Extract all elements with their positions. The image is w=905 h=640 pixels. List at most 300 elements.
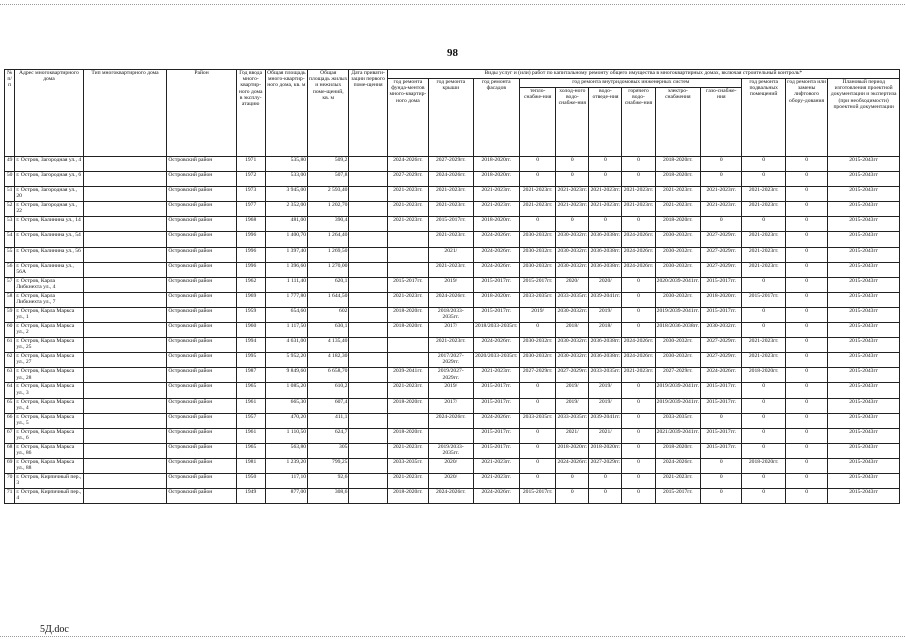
year-built-cell: 1994 bbox=[236, 338, 265, 353]
header-residential-area: Общая площадь жилых и нежилых поме-щений, кв. м bbox=[308, 70, 349, 157]
facade-year-cell: 2015-2017гг. bbox=[473, 383, 520, 398]
roof-year-cell: 2021-2023гг. bbox=[429, 262, 473, 277]
row-number: 64 bbox=[5, 383, 15, 398]
table-row bbox=[5, 398, 900, 413]
total-area-cell: 1 396,60 bbox=[265, 262, 307, 277]
roof-year-cell: 2024-2026гг. bbox=[429, 489, 473, 504]
privatization-cell bbox=[349, 473, 387, 488]
planned-period-cell: 2015-2043гг bbox=[828, 353, 900, 368]
roof-year-cell: 2021-2023гг. bbox=[429, 202, 473, 217]
facade-year-cell: 2015-2017гг. bbox=[473, 277, 520, 292]
cold-water-year-cell: 0 bbox=[556, 489, 589, 504]
foundation-year-cell bbox=[387, 353, 428, 368]
roof-year-cell: 2019/2033-2035гг. bbox=[429, 443, 473, 458]
cold-water-year-cell: 2030-2032гг. bbox=[556, 353, 589, 368]
year-built-cell: 1995 bbox=[236, 353, 265, 368]
gas-year-cell: 2015-2017гг. bbox=[701, 443, 742, 458]
gas-year-cell: 2015-2017гг. bbox=[701, 383, 742, 398]
type-cell bbox=[83, 172, 167, 187]
facade-year-cell: 2024-2026гг. bbox=[473, 338, 520, 353]
basement-year-cell: 0 bbox=[742, 383, 785, 398]
heating-year-cell: 2030-2032гг. bbox=[520, 338, 556, 353]
electric-year-cell: 2033-2035гг. bbox=[655, 413, 701, 428]
header-num: № п/п bbox=[5, 70, 15, 157]
header-group: Виды услуг и (или) работ по капитальному ремонту общего имущества в многоквартирных домах, включая строительный контроль* bbox=[387, 70, 899, 79]
row-number: 57 bbox=[5, 277, 15, 292]
drainage-year-cell: 2036-2038гг. bbox=[589, 353, 622, 368]
elevator-year-cell: 0 bbox=[785, 262, 827, 277]
district-cell: Островский район bbox=[167, 428, 236, 443]
gas-year-cell: 2027-2029гг. bbox=[701, 232, 742, 247]
drainage-year-cell: 2021-2023гг. bbox=[589, 202, 622, 217]
planned-period-cell: 2015-2043гг bbox=[828, 172, 900, 187]
year-built-cell: 1965 bbox=[236, 443, 265, 458]
cold-water-year-cell: 2033-2035гг. bbox=[556, 292, 589, 307]
gas-year-cell: 0 bbox=[701, 217, 742, 232]
residential-area-cell: 799,25 bbox=[308, 458, 349, 473]
roof-year-cell: 2018/2033-2035гг. bbox=[429, 307, 473, 322]
address-cell: г. Остров, Карла Маркса ул., 28 bbox=[15, 368, 83, 383]
residential-area-cell: 390,4 bbox=[308, 217, 349, 232]
gas-year-cell: 0 bbox=[701, 157, 742, 172]
heating-year-cell: 2021-2023гг. bbox=[520, 202, 556, 217]
total-area-cell: 3 945,00 bbox=[265, 187, 307, 202]
year-built-cell: 1996 bbox=[236, 247, 265, 262]
basement-year-cell: 0 bbox=[742, 307, 785, 322]
table-row bbox=[5, 277, 900, 292]
roof-year-cell: 2017/ bbox=[429, 398, 473, 413]
residential-area-cell: 411,1 bbox=[308, 413, 349, 428]
table-row bbox=[5, 232, 900, 247]
hot-water-year-cell: 0 bbox=[622, 217, 655, 232]
electric-year-cell: 2018-2020гг. bbox=[655, 157, 701, 172]
roof-year-cell: 2017/ bbox=[429, 323, 473, 338]
elevator-year-cell: 0 bbox=[785, 353, 827, 368]
residential-area-cell: 602 bbox=[308, 307, 349, 322]
foundation-year-cell bbox=[387, 262, 428, 277]
table-row bbox=[5, 172, 900, 187]
hot-water-year-cell: 0 bbox=[622, 383, 655, 398]
basement-year-cell: 0 bbox=[742, 157, 785, 172]
foundation-year-cell bbox=[387, 232, 428, 247]
cold-water-year-cell: 2021/ bbox=[556, 428, 589, 443]
row-number: 71 bbox=[5, 489, 15, 504]
facade-year-cell: 2015-2017гг. bbox=[473, 443, 520, 458]
hot-water-year-cell: 0 bbox=[622, 489, 655, 504]
privatization-cell bbox=[349, 217, 387, 232]
header-roof: год ремонта крыши bbox=[429, 79, 473, 157]
total-area-cell: 117,10 bbox=[265, 473, 307, 488]
header-address: Адрес многоквартирного дома bbox=[15, 70, 83, 157]
residential-area-cell: 2 593,40 bbox=[308, 187, 349, 202]
basement-year-cell: 0 bbox=[742, 443, 785, 458]
planned-period-cell: 2015-2043гг bbox=[828, 383, 900, 398]
foundation-year-cell bbox=[387, 338, 428, 353]
privatization-cell bbox=[349, 383, 387, 398]
elevator-year-cell: 0 bbox=[785, 368, 827, 383]
address-cell: г. Остров, Загородная ул., 6 bbox=[15, 172, 83, 187]
facade-year-cell: 2018-2020гг. bbox=[473, 292, 520, 307]
residential-area-cell: 1 644,50 bbox=[308, 292, 349, 307]
foundation-year-cell: 2021-2023гг. bbox=[387, 443, 428, 458]
elevator-year-cell: 0 bbox=[785, 277, 827, 292]
electric-year-cell: 2021-2023гг. bbox=[655, 202, 701, 217]
privatization-cell bbox=[349, 187, 387, 202]
gas-year-cell: 2021-2023гг. bbox=[701, 202, 742, 217]
planned-period-cell: 2015-2043гг bbox=[828, 157, 900, 172]
drainage-year-cell: 2036-2038гг. bbox=[589, 338, 622, 353]
cold-water-year-cell: 2019/ bbox=[556, 383, 589, 398]
row-number: 65 bbox=[5, 398, 15, 413]
privatization-cell bbox=[349, 353, 387, 368]
elevator-year-cell: 0 bbox=[785, 323, 827, 338]
facade-year-cell: 2018/2033-2035гг. bbox=[473, 323, 520, 338]
gas-year-cell: 2015-2017гг. bbox=[701, 428, 742, 443]
foundation-year-cell: 2021-2023гг. bbox=[387, 383, 428, 398]
total-area-cell: 1 777,80 bbox=[265, 292, 307, 307]
year-built-cell: 1962 bbox=[236, 277, 265, 292]
total-area-cell: 5 952,20 bbox=[265, 353, 307, 368]
row-number: 58 bbox=[5, 292, 15, 307]
table-row bbox=[5, 443, 900, 458]
privatization-cell bbox=[349, 277, 387, 292]
residential-area-cell: 6 658,70 bbox=[308, 368, 349, 383]
drainage-year-cell: 2039-2041гг. bbox=[589, 413, 622, 428]
heating-year-cell: 2033-2035гг. bbox=[520, 413, 556, 428]
gas-year-cell: 0 bbox=[701, 473, 742, 488]
basement-year-cell: 0 bbox=[742, 398, 785, 413]
facade-year-cell: 2021-2023гг. bbox=[473, 202, 520, 217]
residential-area-cell: 92,6 bbox=[308, 473, 349, 488]
table-row bbox=[5, 217, 900, 232]
facade-year-cell: 2024-2026гг. bbox=[473, 232, 520, 247]
basement-year-cell: 2021-2023гг. bbox=[742, 262, 785, 277]
gas-year-cell: 0 bbox=[701, 489, 742, 504]
address-cell: г. Остров, Калинина ул., 56 bbox=[15, 247, 83, 262]
year-built-cell: 1950 bbox=[236, 473, 265, 488]
basement-year-cell: 0 bbox=[742, 473, 785, 488]
year-built-cell: 1981 bbox=[236, 458, 265, 473]
header-electric: электро-снабжения bbox=[655, 88, 701, 157]
planned-period-cell: 2015-2043гг bbox=[828, 398, 900, 413]
residential-area-cell: 4 182,30 bbox=[308, 353, 349, 368]
row-number: 50 bbox=[5, 172, 15, 187]
elevator-year-cell: 0 bbox=[785, 247, 827, 262]
roof-year-cell: 2019/ bbox=[429, 277, 473, 292]
residential-area-cell: 509,2 bbox=[308, 157, 349, 172]
total-area-cell: 563,80 bbox=[265, 443, 307, 458]
elevator-year-cell: 0 bbox=[785, 413, 827, 428]
row-number: 61 bbox=[5, 338, 15, 353]
type-cell bbox=[83, 428, 167, 443]
table-row bbox=[5, 292, 900, 307]
electric-year-cell: 2024-2026гг. bbox=[655, 458, 701, 473]
cold-water-year-cell: 2030-2032гг. bbox=[556, 307, 589, 322]
privatization-cell bbox=[349, 413, 387, 428]
foundation-year-cell: 2021-2023гг. bbox=[387, 202, 428, 217]
planned-period-cell: 2015-2043гг bbox=[828, 232, 900, 247]
roof-year-cell: 2021-2023гг. bbox=[429, 187, 473, 202]
header-drainage: водо-отведе-ния bbox=[589, 88, 622, 157]
facade-year-cell: 2015-2017гг. bbox=[473, 398, 520, 413]
foundation-year-cell: 2021-2023гг. bbox=[387, 187, 428, 202]
total-area-cell: 1 117,50 bbox=[265, 323, 307, 338]
drainage-year-cell: 0 bbox=[589, 217, 622, 232]
drainage-year-cell: 0 bbox=[589, 157, 622, 172]
cold-water-year-cell: 2019/ bbox=[556, 398, 589, 413]
planned-period-cell: 2015-2043гг bbox=[828, 277, 900, 292]
year-built-cell: 1957 bbox=[236, 413, 265, 428]
total-area-cell: 481,00 bbox=[265, 217, 307, 232]
residential-area-cell: 308,6 bbox=[308, 489, 349, 504]
foundation-year-cell: 2024-2026гг. bbox=[387, 157, 428, 172]
total-area-cell: 4 631,00 bbox=[265, 338, 307, 353]
total-area-cell: 1 085,20 bbox=[265, 383, 307, 398]
year-built-cell: 1987 bbox=[236, 368, 265, 383]
gas-year-cell: 2021-2023гг. bbox=[701, 187, 742, 202]
total-area-cell: 1 397,40 bbox=[265, 247, 307, 262]
planned-period-cell: 2015-2043гг bbox=[828, 292, 900, 307]
row-number: 70 bbox=[5, 473, 15, 488]
privatization-cell bbox=[349, 202, 387, 217]
privatization-cell bbox=[349, 398, 387, 413]
electric-year-cell: 2030-2032гг. bbox=[655, 353, 701, 368]
heating-year-cell: 2021-2023гг. bbox=[520, 187, 556, 202]
privatization-cell bbox=[349, 172, 387, 187]
planned-period-cell: 2015-2043гг bbox=[828, 489, 900, 504]
privatization-cell bbox=[349, 292, 387, 307]
foundation-year-cell: 2021-2023гг. bbox=[387, 473, 428, 488]
elevator-year-cell: 0 bbox=[785, 157, 827, 172]
table-row bbox=[5, 202, 900, 217]
gas-year-cell: 2027-2029гг. bbox=[701, 262, 742, 277]
cold-water-year-cell: 0 bbox=[556, 217, 589, 232]
district-cell: Островский район bbox=[167, 473, 236, 488]
drainage-year-cell: 2021/ bbox=[589, 428, 622, 443]
hot-water-year-cell: 0 bbox=[622, 172, 655, 187]
gas-year-cell: 0 bbox=[701, 458, 742, 473]
type-cell bbox=[83, 383, 167, 398]
privatization-cell bbox=[349, 307, 387, 322]
row-number: 62 bbox=[5, 353, 15, 368]
drainage-year-cell: 2036-2038гг. bbox=[589, 262, 622, 277]
electric-year-cell: 2030-2032гг. bbox=[655, 232, 701, 247]
gas-year-cell: 2027-2029гг. bbox=[701, 353, 742, 368]
year-built-cell: 1972 bbox=[236, 172, 265, 187]
planned-period-cell: 2015-2043гг bbox=[828, 307, 900, 322]
row-number: 67 bbox=[5, 428, 15, 443]
gas-year-cell: 2015-2017гг. bbox=[701, 398, 742, 413]
type-cell bbox=[83, 489, 167, 504]
district-cell: Островский район bbox=[167, 232, 236, 247]
district-cell: Островский район bbox=[167, 353, 236, 368]
privatization-cell bbox=[349, 458, 387, 473]
drainage-year-cell: 0 bbox=[589, 172, 622, 187]
facade-year-cell: 2024-2026гг. bbox=[473, 489, 520, 504]
type-cell bbox=[83, 157, 167, 172]
capital-repair-table bbox=[4, 69, 900, 504]
basement-year-cell: 2021-2023гг. bbox=[742, 187, 785, 202]
hot-water-year-cell: 0 bbox=[622, 428, 655, 443]
table-row bbox=[5, 458, 900, 473]
residential-area-cell: 1 264,40 bbox=[308, 232, 349, 247]
row-number: 69 bbox=[5, 458, 15, 473]
planned-period-cell: 2015-2043гг bbox=[828, 428, 900, 443]
foundation-year-cell: 2039-2041гг. bbox=[387, 368, 428, 383]
year-built-cell: 1949 bbox=[236, 489, 265, 504]
header-hot-water: горячего водо-снабже-ния bbox=[622, 88, 655, 157]
elevator-year-cell: 0 bbox=[785, 187, 827, 202]
electric-year-cell: 2019/2039-2041гг. bbox=[655, 383, 701, 398]
drainage-year-cell: 2020/ bbox=[589, 277, 622, 292]
drainage-year-cell: 2018/ bbox=[589, 323, 622, 338]
district-cell: Островский район bbox=[167, 338, 236, 353]
basement-year-cell: 0 bbox=[742, 489, 785, 504]
header-elevator: год ремонта или замены лифтового обору-дования bbox=[785, 79, 827, 157]
facade-year-cell: 2021-2023гг. bbox=[473, 368, 520, 383]
cold-water-year-cell: 0 bbox=[556, 172, 589, 187]
row-number: 53 bbox=[5, 217, 15, 232]
cold-water-year-cell: 2021-2023гг. bbox=[556, 187, 589, 202]
electric-year-cell: 2018-2020гг. bbox=[655, 172, 701, 187]
heating-year-cell: 0 bbox=[520, 398, 556, 413]
drainage-year-cell: 2018-2020гг. bbox=[589, 443, 622, 458]
facade-year-cell: 2024-2026гг. bbox=[473, 413, 520, 428]
total-area-cell: 665,30 bbox=[265, 398, 307, 413]
roof-year-cell: 2027-2029гг. bbox=[429, 157, 473, 172]
elevator-year-cell: 0 bbox=[785, 473, 827, 488]
year-built-cell: 1965 bbox=[236, 383, 265, 398]
planned-period-cell: 2015-2043гг bbox=[828, 338, 900, 353]
scan-bottom-edge bbox=[0, 636, 905, 637]
address-cell: г. Остров, Карла Маркса ул., 1 bbox=[15, 307, 83, 322]
privatization-cell bbox=[349, 428, 387, 443]
elevator-year-cell: 0 bbox=[785, 383, 827, 398]
header-cold-water: холод-ного водо-снабже-ния bbox=[556, 88, 589, 157]
type-cell bbox=[83, 307, 167, 322]
heating-year-cell: 2027-2029гг. bbox=[520, 368, 556, 383]
privatization-cell bbox=[349, 232, 387, 247]
electric-year-cell: 2020/2039-2041гг. bbox=[655, 277, 701, 292]
header-basement: год ремонта подвальных помещений bbox=[742, 79, 785, 157]
planned-period-cell: 2015-2043гг bbox=[828, 458, 900, 473]
hot-water-year-cell: 0 bbox=[622, 458, 655, 473]
address-cell: г. Остров, Карла Маркса ул., 4 bbox=[15, 398, 83, 413]
hot-water-year-cell: 0 bbox=[622, 473, 655, 488]
planned-period-cell: 2015-2043гг bbox=[828, 187, 900, 202]
elevator-year-cell: 0 bbox=[785, 292, 827, 307]
gas-year-cell: 2024-2026гг. bbox=[701, 368, 742, 383]
gas-year-cell: 2027-2029гг. bbox=[701, 338, 742, 353]
residential-area-cell: 607,4 bbox=[308, 398, 349, 413]
type-cell bbox=[83, 323, 167, 338]
table-row bbox=[5, 413, 900, 428]
planned-period-cell: 2015-2043гг bbox=[828, 443, 900, 458]
privatization-cell bbox=[349, 323, 387, 338]
row-number: 60 bbox=[5, 323, 15, 338]
electric-year-cell: 2030-2032гг. bbox=[655, 247, 701, 262]
year-built-cell: 1960 bbox=[236, 323, 265, 338]
privatization-cell bbox=[349, 157, 387, 172]
residential-area-cell: 1 202,70 bbox=[308, 202, 349, 217]
heating-year-cell: 2033-2035гг. bbox=[520, 292, 556, 307]
residential-area-cell: 630,1 bbox=[308, 323, 349, 338]
header-district: Район bbox=[167, 70, 236, 157]
roof-year-cell bbox=[429, 428, 473, 443]
district-cell: Островский район bbox=[167, 323, 236, 338]
type-cell bbox=[83, 217, 167, 232]
type-cell bbox=[83, 353, 167, 368]
year-built-cell: 1996 bbox=[236, 232, 265, 247]
drainage-year-cell: 2021-2023гг. bbox=[589, 187, 622, 202]
address-cell: г. Остров, Карла Маркса ул., 27 bbox=[15, 353, 83, 368]
type-cell bbox=[83, 338, 167, 353]
gas-year-cell: 2030-2032гг. bbox=[701, 323, 742, 338]
row-number: 51 bbox=[5, 187, 15, 202]
year-built-cell: 1977 bbox=[236, 202, 265, 217]
heating-year-cell: 2019/ bbox=[520, 307, 556, 322]
table-row bbox=[5, 247, 900, 262]
privatization-cell bbox=[349, 338, 387, 353]
hot-water-year-cell: 2021-2023гг. bbox=[622, 187, 655, 202]
table-row bbox=[5, 428, 900, 443]
facade-year-cell: 2018-2020гг. bbox=[473, 157, 520, 172]
basement-year-cell: 2021-2023гг. bbox=[742, 247, 785, 262]
type-cell bbox=[83, 368, 167, 383]
elevator-year-cell: 0 bbox=[785, 458, 827, 473]
header-foundation: год ремонта фунда-ментов много-квартир-ного дома bbox=[387, 79, 428, 157]
electric-year-cell: 2015-2017гг. bbox=[655, 489, 701, 504]
row-number: 59 bbox=[5, 307, 15, 322]
header-gas: газо-снабже-ния bbox=[701, 88, 742, 157]
table-row bbox=[5, 323, 900, 338]
residential-area-cell: 620,1 bbox=[308, 277, 349, 292]
electric-year-cell: 2019/2039-2041гг. bbox=[655, 307, 701, 322]
electric-year-cell: 2018-2020гг. bbox=[655, 443, 701, 458]
year-built-cell: 1973 bbox=[236, 187, 265, 202]
elevator-year-cell: 0 bbox=[785, 307, 827, 322]
electric-year-cell: 2018-2020гг. bbox=[655, 217, 701, 232]
header-engineering: год ремонта внутридомовых инженерных систем bbox=[520, 79, 742, 88]
heating-year-cell: 0 bbox=[520, 443, 556, 458]
basement-year-cell: 0 bbox=[742, 413, 785, 428]
hot-water-year-cell: 2024-2026гг. bbox=[622, 338, 655, 353]
cold-water-year-cell: 2024-2026гг. bbox=[556, 458, 589, 473]
residential-area-cell: 1 270,00 bbox=[308, 262, 349, 277]
address-cell: г. Остров, Загородная ул., 4 bbox=[15, 157, 83, 172]
address-cell: г. Остров, Карла Маркса ул., 2 bbox=[15, 323, 83, 338]
electric-year-cell: 2030-2032гг. bbox=[655, 262, 701, 277]
elevator-year-cell: 0 bbox=[785, 398, 827, 413]
roof-year-cell: 2020/ bbox=[429, 473, 473, 488]
type-cell bbox=[83, 262, 167, 277]
table-row bbox=[5, 353, 900, 368]
roof-year-cell: 2020/ bbox=[429, 458, 473, 473]
district-cell: Островский район bbox=[167, 398, 236, 413]
type-cell bbox=[83, 398, 167, 413]
district-cell: Островский район bbox=[167, 413, 236, 428]
year-built-cell: 1961 bbox=[236, 428, 265, 443]
scan-top-edge bbox=[0, 4, 905, 5]
district-cell: Островский район bbox=[167, 187, 236, 202]
privatization-cell bbox=[349, 247, 387, 262]
type-cell bbox=[83, 443, 167, 458]
address-cell: г. Остров, Карла Маркса ул., 25 bbox=[15, 338, 83, 353]
basement-year-cell: 0 bbox=[742, 277, 785, 292]
type-cell bbox=[83, 292, 167, 307]
roof-year-cell: 2024-2026гг. bbox=[429, 172, 473, 187]
hot-water-year-cell: 0 bbox=[622, 398, 655, 413]
